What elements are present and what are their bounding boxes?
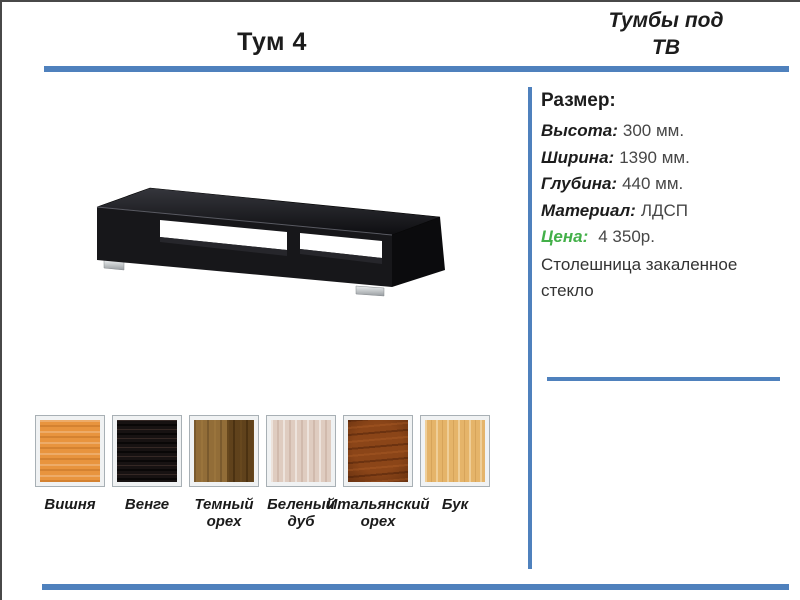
right-panel-divider bbox=[547, 377, 780, 381]
spec-value: 300 мм. bbox=[622, 121, 685, 140]
spec-label: Ширина: bbox=[541, 147, 615, 167]
specs-heading: Размер: bbox=[541, 90, 616, 111]
footer-divider bbox=[42, 584, 789, 590]
category-title bbox=[566, 7, 766, 61]
header-divider bbox=[44, 66, 789, 72]
swatch-frame bbox=[343, 415, 413, 487]
spec-label: Материал: bbox=[541, 200, 636, 220]
swatch-italyansky-oreh bbox=[326, 415, 430, 530]
swatch-frame bbox=[189, 415, 259, 487]
spec-label: Высота: bbox=[541, 121, 618, 140]
specs-panel bbox=[541, 90, 773, 304]
swatch-temny-oreh bbox=[189, 415, 259, 530]
swatch-frame bbox=[266, 415, 336, 487]
spec-value: 1390 мм. bbox=[619, 147, 690, 167]
swatch-label: Темный орех bbox=[194, 496, 254, 530]
spec-row-price bbox=[541, 224, 773, 251]
spec-value: 440 мм. bbox=[622, 174, 684, 193]
spec-row-height bbox=[541, 118, 773, 145]
category-title-line1: Тумбы под bbox=[608, 9, 724, 32]
price-label: Цена: bbox=[541, 227, 589, 246]
wood-sample bbox=[271, 420, 331, 482]
swatch-label: Беленый дуб bbox=[267, 496, 335, 530]
wood-sample bbox=[117, 420, 177, 482]
specs-note: Столешница закаленное стекло bbox=[541, 254, 738, 300]
price-value: 4 350р. bbox=[598, 227, 655, 246]
spec-row-depth bbox=[541, 171, 773, 198]
swatch-label: Итальянский орех bbox=[326, 496, 430, 530]
swatch-label: Венге bbox=[124, 496, 170, 513]
swatch-buk bbox=[420, 415, 490, 530]
spec-row-width bbox=[541, 145, 773, 172]
swatch-vishnya bbox=[35, 415, 105, 530]
swatch-frame bbox=[35, 415, 105, 487]
spec-row-material bbox=[541, 198, 773, 225]
swatch-label: Бук bbox=[441, 496, 469, 513]
wood-sample bbox=[425, 420, 485, 482]
category-title-line2: ТВ bbox=[652, 36, 680, 59]
swatch-label: Вишня bbox=[44, 496, 96, 513]
wood-sample bbox=[348, 420, 408, 482]
page-title: Тум 4 bbox=[237, 28, 307, 56]
color-swatches-row bbox=[35, 415, 490, 530]
wood-sample bbox=[194, 420, 254, 482]
specs-divider-vertical bbox=[528, 87, 532, 569]
swatch-frame bbox=[112, 415, 182, 487]
wood-sample bbox=[40, 420, 100, 482]
swatch-frame bbox=[420, 415, 490, 487]
product-image bbox=[72, 174, 472, 309]
swatch-venge bbox=[112, 415, 182, 530]
spec-value: ЛДСП bbox=[640, 200, 689, 220]
tv-stand-foot-right bbox=[356, 286, 384, 296]
spec-label: Глубина: bbox=[541, 174, 618, 193]
